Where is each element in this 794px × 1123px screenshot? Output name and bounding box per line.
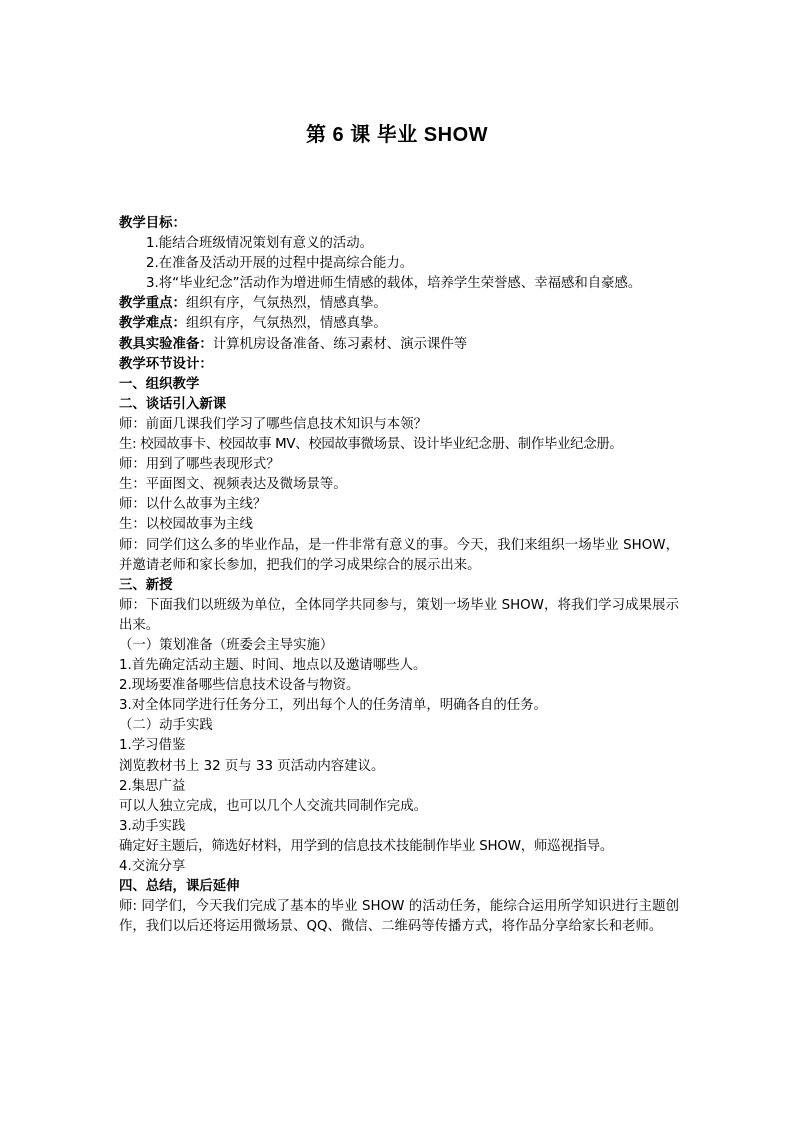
lesson-title: 第 6 课 毕业 SHOW (305, 124, 489, 146)
lesson-body (119, 214, 679, 937)
step-text: 可以人独立完成，也可以几个人交流共同制作完成。 (119, 798, 427, 814)
dialogue-line: 师：以什么故事为主线？ (119, 497, 267, 513)
dialogue-line: 生：以校园故事为主线 (119, 517, 253, 533)
subsection-heading: （二）动手实践 (119, 718, 213, 734)
list-item: 2.现场要准备哪些信息技术设备与物资。 (119, 678, 360, 694)
difficulty-label: 教学难点： (119, 316, 186, 332)
focus-text: 组织有序，气氛热烈，情感真挚。 (185, 296, 387, 312)
goal-item: 1.能结合班级情况策划有意义的活动。 (146, 236, 374, 252)
step-text: 浏览教材书上 32 页与 33 页活动内容建议。 (119, 758, 385, 774)
step-text: 确定好主题后，筛选好材料，用学到的信息技术技能制作毕业 SHOW，师巡视指导。 (119, 838, 614, 854)
dialogue-line: 师：前面几课我们学习了哪些信息技术知识与本领？ (119, 416, 427, 432)
step-heading: 2.集思广益 (119, 778, 186, 794)
dialogue-line: 师：用到了哪些表现形式？ (119, 457, 280, 473)
design-heading: 教学环节设计： (119, 356, 213, 372)
dialogue-paragraph: 师：同学们这么多的毕业作品，是一件非常有意义的事。今天，我们来组织一场毕业 SHOW，并邀请老师和家长参加，把我们的学习成果综合的展示出来。 (119, 537, 679, 573)
list-item: 3.对全体同学进行任务分工，列出每个人的任务清单，明确各自的任务。 (119, 698, 547, 714)
summary-paragraph: 师: 同学们，今天我们完成了基本的毕业 SHOW 的活动任务，能综合运用所学知识进行主题创作，我们以后还将运用微场景、QQ、微信、二维码等传播方式，将作品分享给家长和老师。 (119, 899, 679, 935)
step-heading: 1.学习借鉴 (119, 738, 186, 754)
goal-item: 3.将“毕业纪念”活动作为增进师生情感的载体，培养学生荣誉感、幸福感和自豪感。 (146, 276, 642, 292)
section-heading: 一、组织教学 (119, 376, 200, 392)
focus-line (119, 294, 679, 314)
step-heading: 4.交流分享 (119, 859, 186, 874)
focus-label: 教学重点： (119, 296, 186, 312)
difficulty-line (119, 314, 679, 334)
section-heading: 四、总结，课后延伸 (119, 879, 240, 895)
prep-text: 计算机房设备准备、练习素材、演示课件等 (212, 336, 468, 352)
section-heading: 二、谈话引入新课 (119, 396, 227, 412)
prep-line (119, 335, 679, 355)
difficulty-text: 组织有序，气氛热烈，情感真挚。 (185, 316, 387, 332)
goals-heading: 教学目标： (119, 216, 186, 231)
dialogue-line: 生：平面图文、视频表达及微场景等。 (119, 477, 347, 493)
prep-label: 教具实验准备： (119, 336, 213, 352)
step-heading: 3.动手实践 (119, 818, 186, 834)
dialogue-line: 生: 校园故事卡、校园故事 MV、校园故事微场景、设计毕业纪念册、制作毕业纪念册。 (119, 437, 623, 453)
section-heading: 三、新授 (119, 577, 173, 593)
dialogue-paragraph: 师：下面我们以班级为单位，全体同学共同参与，策划一场毕业 SHOW，将我们学习成果展示出来。 (119, 597, 679, 633)
goal-item: 2.在准备及活动开展的过程中提高综合能力。 (146, 256, 414, 272)
subsection-heading: （一）策划准备（班委会主导实施） (119, 637, 334, 653)
list-item: 1.首先确定活动主题、时间、地点以及邀请哪些人。 (119, 658, 427, 674)
